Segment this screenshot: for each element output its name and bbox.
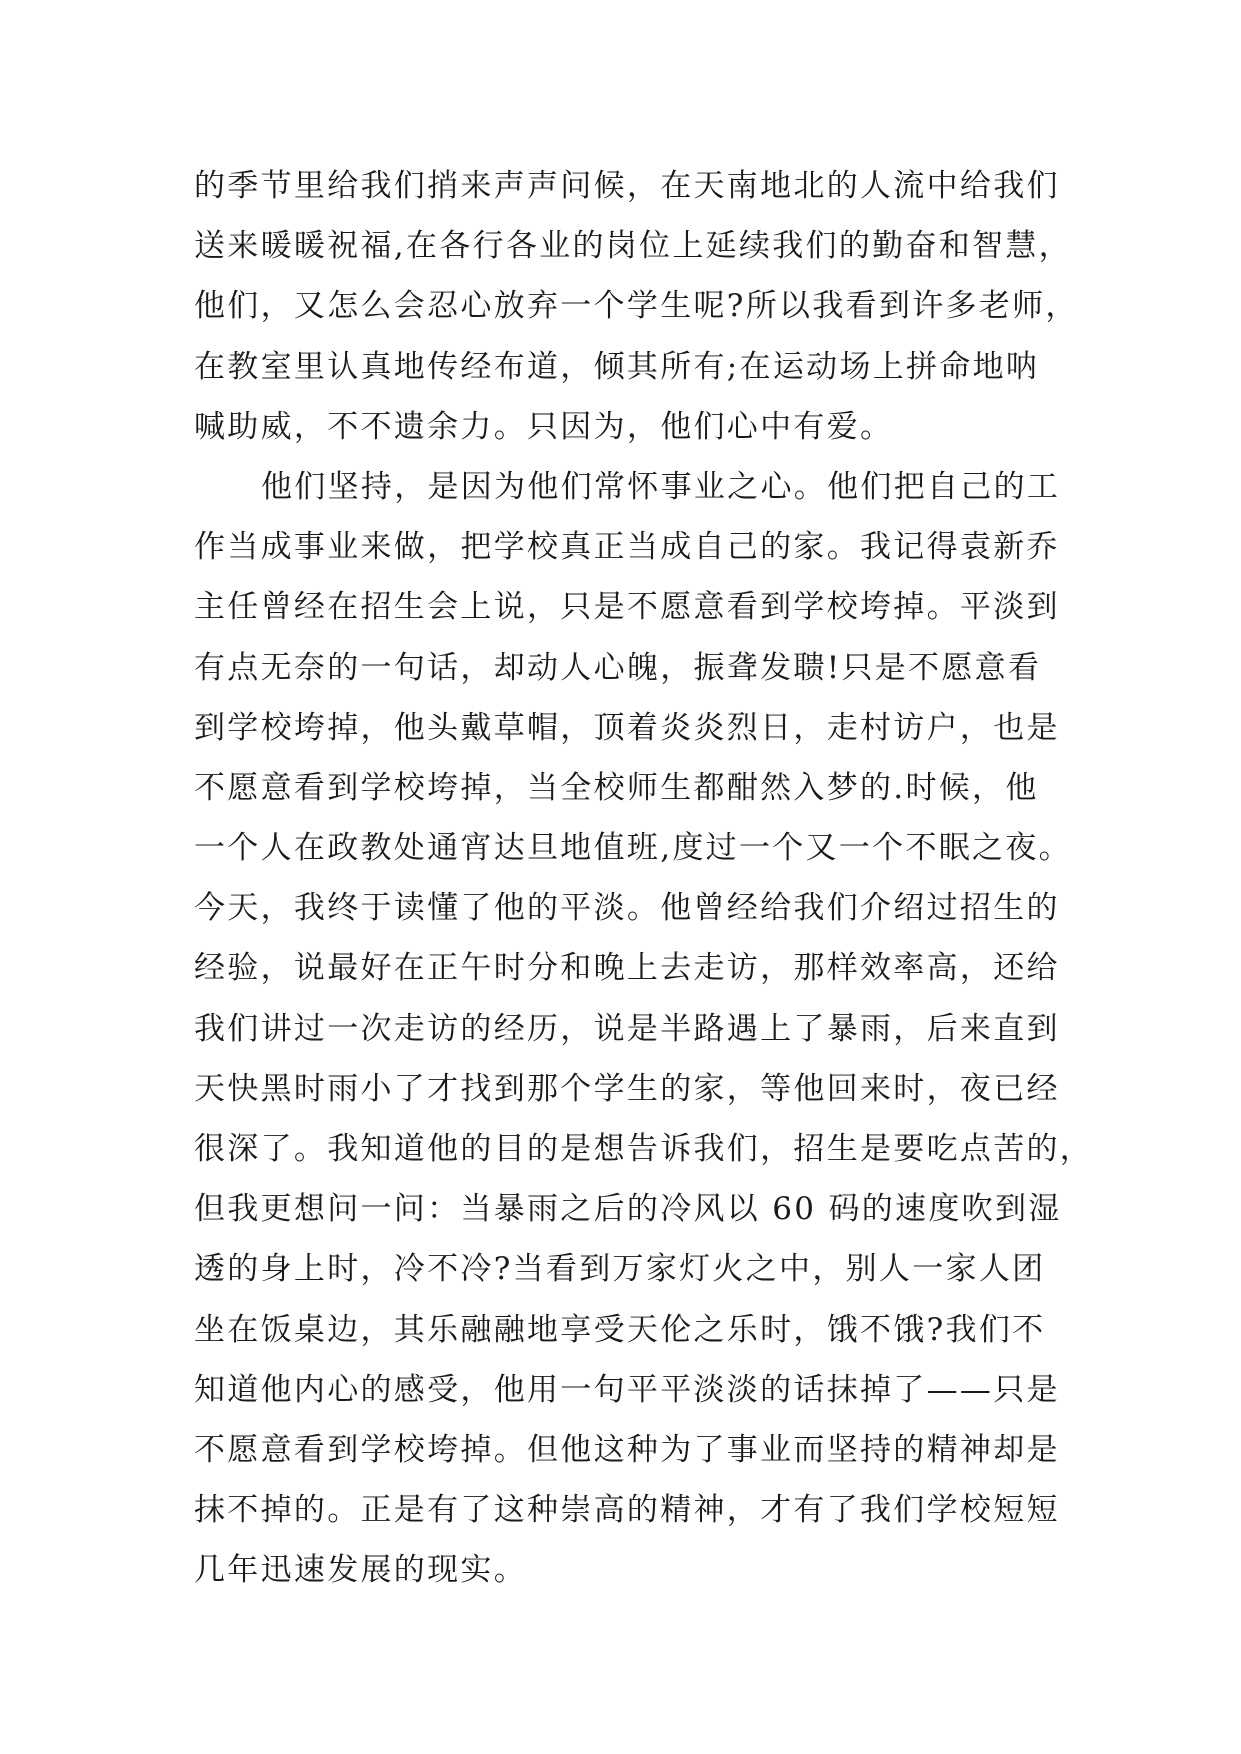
text-line: 送来暖暖祝福,在各行各业的岗位上延续我们的勤奋和智慧， (194, 228, 1072, 265)
text-line: 在教室里认真地传经布道，倾其所有;在运动场上拼命地呐 (194, 348, 1040, 385)
text-line: 不愿意看到学校垮掉。但他这种为了事业而坚持的精神却是 (194, 1431, 1060, 1468)
text-line: 经验，说最好在正午时分和晚上去走访，那样效率高，还给 (194, 950, 1060, 987)
paragraph (194, 457, 1194, 1601)
text-line: 坐在饭桌边，其乐融融地享受天伦之乐时，饿不饿?我们不 (194, 1311, 1046, 1348)
text-line: 透的身上时，冷不冷?当看到万家灯火之中，别人一家人团 (194, 1251, 1046, 1288)
text-line: 到学校垮掉，他头戴草帽，顶着炎炎烈日，走村访户，也是 (194, 709, 1060, 746)
text-line: 一个人在政教处通宵达旦地值班,度过一个又一个不眠之夜。 (194, 830, 1072, 867)
text-line: 他们，又怎么会忍心放弃一个学生呢?所以我看到许多老师， (194, 288, 1079, 325)
body-text (194, 156, 1194, 1601)
text-line: 但我更想问一问：当暴雨之后的冷风以 60 码的速度吹到湿 (194, 1191, 1062, 1228)
text-line: 天快黑时雨小了才找到那个学生的家，等他回来时，夜已经 (194, 1070, 1060, 1107)
text-line: 喊助威，不不遗余力。只因为，他们心中有爱。 (194, 408, 894, 445)
text-line: 几年迅速发展的现实。 (194, 1552, 527, 1589)
text-line: 有点无奈的一句话，却动人心魄，振聋发聩!只是不愿意看 (194, 649, 1042, 686)
text-line: 不愿意看到学校垮掉，当全校师生都酣然入梦的.时候，他 (194, 769, 1039, 806)
text-line: 今天，我终于读懂了他的平淡。他曾经给我们介绍过招生的 (194, 890, 1060, 927)
paragraph (194, 156, 1194, 457)
text-line: 很深了。我知道他的目的是想告诉我们，招生是要吃点苦的， (194, 1131, 1094, 1167)
text-line: 主任曾经在招生会上说，只是不愿意看到学校垮掉。平淡到 (194, 589, 1060, 626)
text-line: 抹不掉的。正是有了这种崇高的精神，才有了我们学校短短 (194, 1492, 1060, 1529)
text-line: 作当成事业来做，把学校真正当成自己的家。我记得袁新乔 (194, 529, 1060, 566)
text-line: 他们坚持，是因为他们常怀事业之心。他们把自己的工 (261, 468, 1061, 505)
text-line: 我们讲过一次走访的经历，说是半路遇上了暴雨，后来直到 (194, 1010, 1060, 1047)
text-line: 知道他内心的感受，他用一句平平淡淡的话抹掉了——只是 (194, 1371, 1060, 1408)
text-line: 的季节里给我们捎来声声问候，在天南地北的人流中给我们 (194, 168, 1060, 204)
